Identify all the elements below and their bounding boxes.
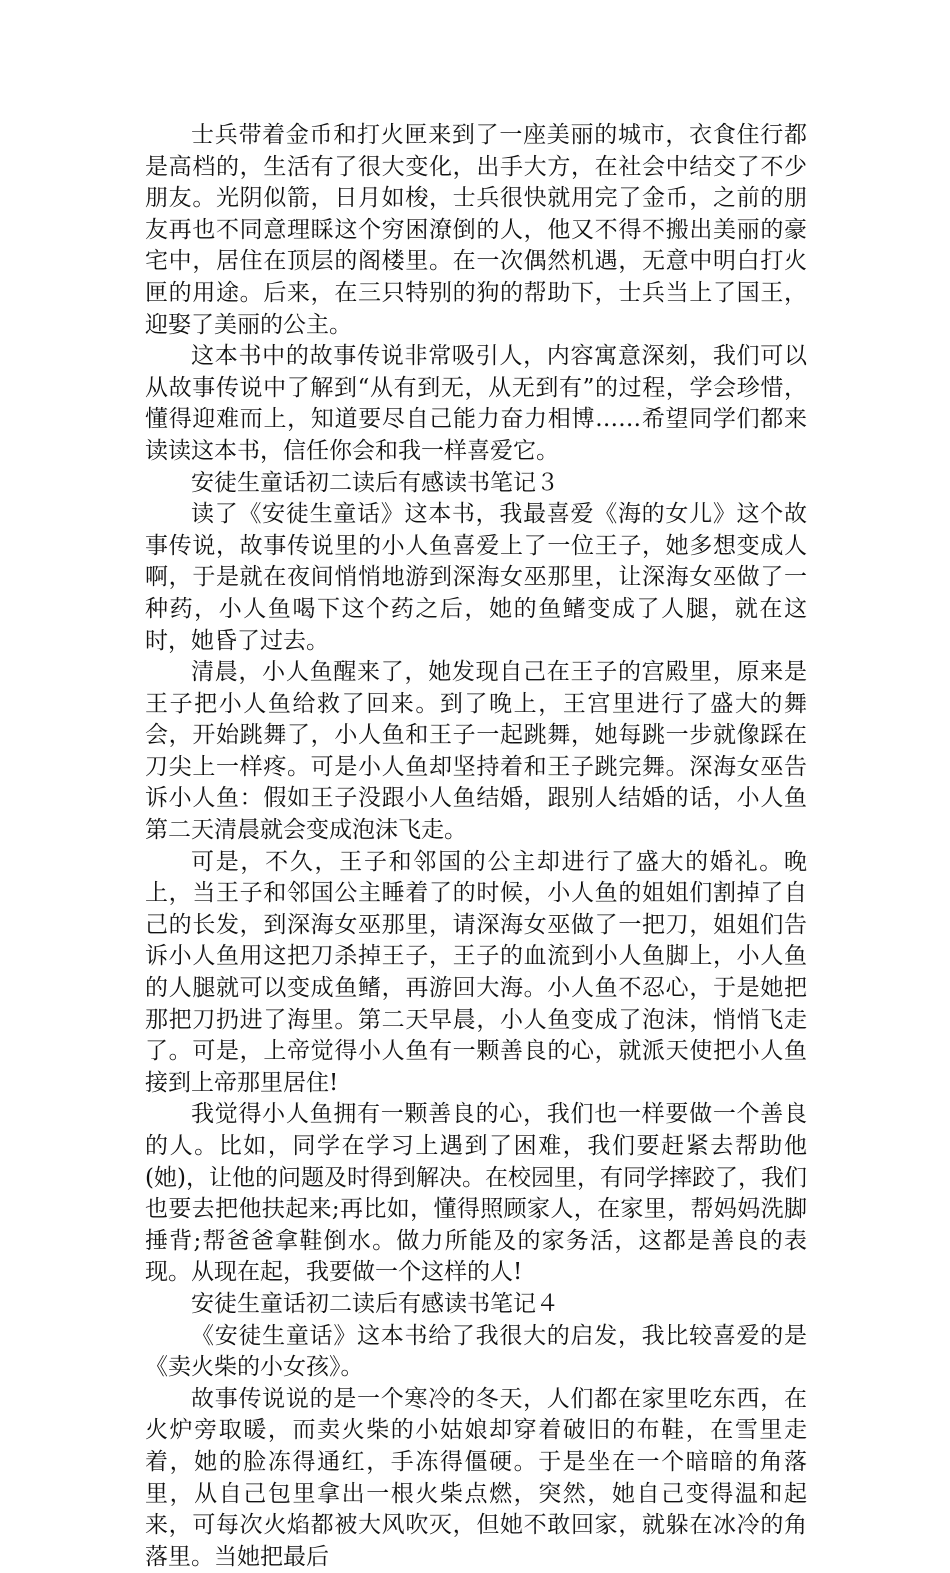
paragraph-little-mermaid-dance: 清晨，小人鱼醒来了，她发现自己在王子的宫殿里，原来是王子把小人鱼给救了回来。到了晚上，王宫里进行了盛大的舞会，开始跳舞了，小人鱼和王子一起跳舞，她每跳一步就像踩在刀尖上一样疼。可是小人鱼却坚持着和王子跳完舞。深海女巫告诉小人鱼：假如王子没跟小人鱼结婚，跟别人结婚的话，小人鱼第二天清晨就会变成泡沫飞走。 bbox=[145, 659, 807, 844]
paragraph-match-girl-intro: 《安徒生童话》这本书给了我很大的启发，我比较喜爱的是《卖火柴的小女孩》。 bbox=[145, 1322, 807, 1381]
paragraph-little-mermaid-intro: 读了《安徒生童话》这本书，我最喜爱《海的女儿》这个故事传说，故事传说里的小人鱼喜爱上了一位王子，她多想变成人啊，于是就在夜间悄悄地游到深海女巫那里，让深海女巫做了一种药，小人鱼喝下这个药之后，她的鱼鳍变成了人腿，就在这时，她昏了过去。 bbox=[145, 501, 807, 654]
section-heading-3: 安徒生童话初二读后有感读书笔记３ bbox=[191, 469, 559, 496]
paragraph-match-girl-story: 故事传说说的是一个寒冷的冬天，人们都在家里吃东西，在火炉旁取暖，而卖火柴的小姑娘却穿着破旧的布鞋，在雪里走着，她的脸冻得通红，手冻得僵硬。于是坐在一个暗暗的角落里，从自己包里拿出一根火柴点燃，突然，她自己变得温和起来，可每次火焰都被大风吹灭，但她不敢回家，就躲在冰冷的角落里。当她把最后 bbox=[145, 1385, 807, 1570]
paragraph-kindness-reflection: 我觉得小人鱼拥有一颗善良的心，我们也一样要做一个善良的人。比如，同学在学习上遇到了困难，我们要赶紧去帮助他(她)，让他的问题及时得到解决。在校园里，有同学摔跤了，我们也要去把他扶起来;再比如，懂得照顾家人，在家里，帮妈妈洗脚捶背;帮爸爸拿鞋倒水。做力所能及的家务活，这都是善良的表现。从现在起，我要做一个这样的人! bbox=[145, 1101, 807, 1286]
paragraph-book-summary: 这本书中的故事传说非常吸引人，内容寓意深刻，我们可以从故事传说中了解到“从有到无，从无到有”的过程，学会珍惜，懂得迎难而上，知道要尽自己能力奋力相博……希望同学们都来读读这本书，信任你会和我一样喜爱它。 bbox=[145, 343, 807, 464]
paragraph-soldier-city: 士兵带着金币和打火匣来到了一座美丽的城市，衣食住行都是高档的，生活有了很大变化，出手大方，在社会中结交了不少朋友。光阴似箭，日月如梭，士兵很快就用完了金币，之前的朋友再也不同意理睬这个穷困潦倒的人，他又不得不搬出美丽的豪宅中，居住在顶层的阁楼里。在一次偶然机遇，无意中明白打火匣的用途。后来，在三只特别的狗的帮助下，士兵当上了国王，迎娶了美丽的公主。 bbox=[145, 122, 807, 338]
paragraph-little-mermaid-ending: 可是，不久，王子和邻国的公主却进行了盛大的婚礼。晚上，当王子和邻国公主睡着了的时候，小人鱼的姐姐们割掉了自己的长发，到深海女巫那里，请深海女巫做了一把刀，姐姐们告诉小人鱼用这把刀杀掉王子，王子的血流到小人鱼脚上，小人鱼的人腿就可以变成鱼鳍，再游回大海。小人鱼不忍心，于是她把那把刀扔进了海里。第二天早晨，小人鱼变成了泡沫，悄悄飞走了。可是，上帝觉得小人鱼有一颗善良的心，就派天使把小人鱼接到上帝那里居住! bbox=[145, 848, 807, 1096]
section-heading-4: 安徒生童话初二读后有感读书笔记４ bbox=[191, 1290, 559, 1317]
